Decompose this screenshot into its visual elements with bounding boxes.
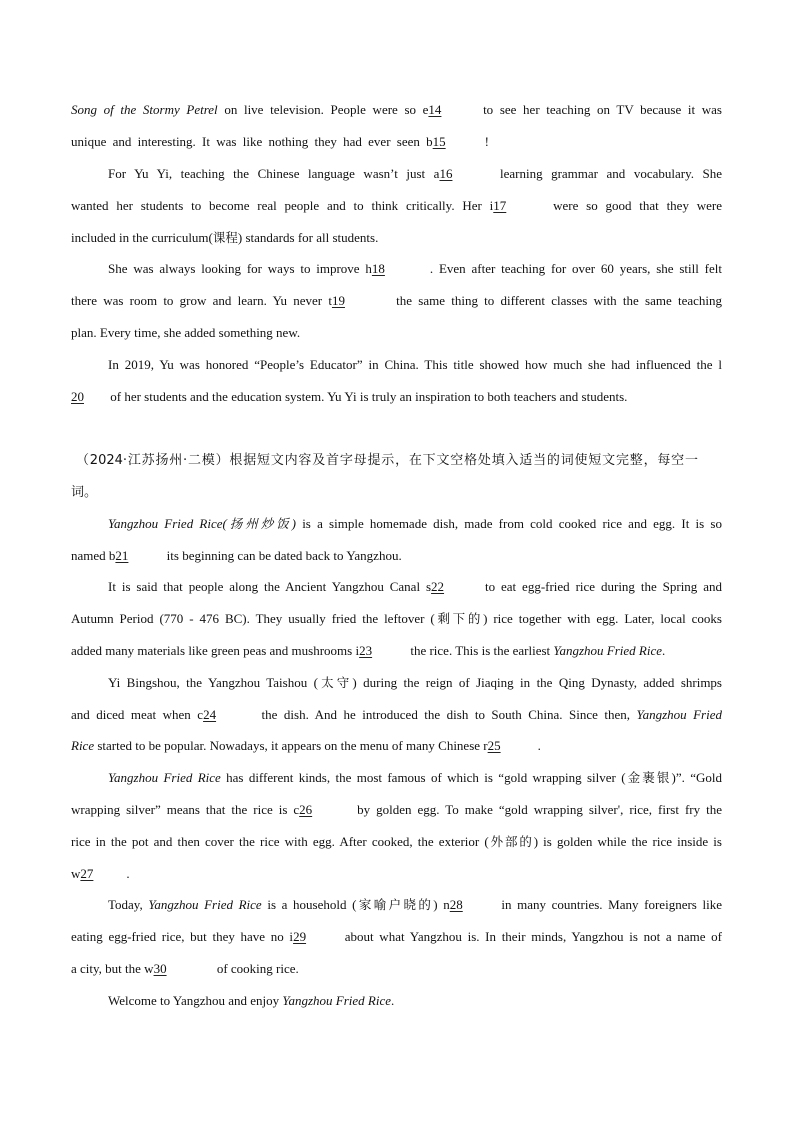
- chinese-gloss: 家喻户晓的: [356, 897, 434, 912]
- text: !: [484, 134, 489, 149]
- text-line: [108, 673, 722, 693]
- text: For Yu Yi, teaching the Chinese language wasn’t just a: [108, 166, 440, 181]
- blank-15[interactable]: 15: [432, 134, 446, 149]
- italic-title: Yangzhou Fried Rice: [108, 770, 221, 785]
- text-line: [108, 355, 722, 375]
- chinese-gloss: 外部的: [488, 834, 534, 849]
- blank-23[interactable]: 23: [359, 643, 373, 658]
- text: .: [391, 993, 395, 1008]
- text-line: [71, 927, 722, 947]
- text: a city, but the w: [71, 961, 154, 976]
- text-line: [71, 609, 722, 629]
- italic-title: Yangzhou Fried Rice: [148, 897, 262, 912]
- italic-title: Yangzhou Fried Rice: [553, 643, 662, 658]
- text-line: [71, 132, 489, 152]
- text-line: [71, 959, 722, 979]
- blank-24[interactable]: 24: [203, 707, 217, 722]
- chinese-gloss: 太守: [317, 675, 353, 690]
- italic-title: Yangzhou Fried: [636, 707, 722, 722]
- text-line: [108, 768, 722, 788]
- text: were so good that they were: [545, 198, 723, 213]
- text-line: [108, 991, 722, 1011]
- chinese-gloss: 剩下的: [434, 611, 484, 626]
- italic-title: Yangzhou Fried Rice: [282, 993, 391, 1008]
- italic-title: Song of the Stormy Petrel: [71, 102, 218, 117]
- text-line: [108, 164, 722, 184]
- blank-17[interactable]: 17: [493, 198, 507, 213]
- text-line: [71, 864, 722, 884]
- text: is a household (: [261, 897, 357, 912]
- text: added many materials like green peas and mushrooms i: [71, 643, 360, 658]
- blank-14[interactable]: 14: [428, 102, 442, 117]
- text: the rice. This is the earliest: [407, 643, 554, 658]
- text-line: [71, 291, 722, 311]
- text: She was always looking for ways to improve h: [108, 261, 372, 276]
- instruction-header-cont: 词。: [71, 485, 98, 500]
- text-line: [71, 196, 722, 216]
- text-line: [71, 800, 722, 820]
- text: included in the curriculum(: [71, 230, 213, 245]
- blank-21[interactable]: 21: [115, 548, 129, 563]
- text-line: [71, 546, 722, 566]
- text-line: [71, 736, 722, 756]
- text: )”. “Gold: [671, 770, 722, 785]
- chinese-gloss: 扬州炒饭: [226, 516, 292, 531]
- text: It is said that people along the Ancient Yangzhou Canal s: [108, 579, 432, 594]
- text: of her students and the education system. Yu Yi is truly an inspiration to both teachers and students.: [107, 389, 628, 404]
- text: and diced meat when c: [71, 707, 204, 722]
- text: about what Yangzhou is. In their minds, Yangzhou is not a name of: [339, 929, 722, 944]
- text-line: [108, 895, 722, 915]
- blank-30[interactable]: 30: [153, 961, 167, 976]
- text: by golden egg. To make “gold wrapping silver', rice, first fry the: [351, 802, 722, 817]
- text: Welcome to Yangzhou and enjoy: [108, 993, 283, 1008]
- text: ) rice together with egg. Later, local cooks: [483, 611, 722, 626]
- text: on live television. People were so e: [217, 102, 429, 117]
- text-line: [71, 705, 722, 725]
- text: plan. Every time, she added something new.: [71, 325, 301, 340]
- text-line: [71, 641, 722, 661]
- text-line: [108, 259, 722, 279]
- text: .: [537, 738, 541, 753]
- text: wanted her students to become real people and to think critically. Her i: [71, 198, 494, 213]
- text: the same thing to different classes with the same teaching: [389, 293, 722, 308]
- chinese-gloss: 课程: [212, 230, 238, 245]
- text: in many countries. Many foreigners like: [495, 897, 722, 912]
- text: Yi Bingshou, the Yangzhou Taishou (: [108, 675, 318, 690]
- text: the dish. And he introduced the dish to South China. Since then,: [255, 707, 637, 722]
- text: . Even after teaching for over 60 years, she still felt: [429, 261, 722, 276]
- text: is a simple homemade dish, made from cold cooked rice and egg. It is so: [295, 516, 722, 531]
- text: Today,: [108, 897, 149, 912]
- text: its beginning can be dated back to Yangzhou.: [163, 548, 402, 563]
- text: has different kinds, the most famous of which is “gold wrapping silver (: [220, 770, 626, 785]
- blank-18[interactable]: 18: [371, 261, 385, 276]
- text-line: [71, 228, 722, 248]
- italic-title: Rice: [71, 738, 95, 753]
- text: to eat egg-fried rice during the Spring and: [479, 579, 722, 594]
- blank-20[interactable]: 20: [71, 389, 84, 404]
- text-line: [71, 100, 722, 120]
- blank-16[interactable]: 16: [439, 166, 453, 181]
- text: In 2019, Yu was honored “People’s Educator” in China. This title showed how much she had influenced the l: [108, 357, 722, 372]
- text: of cooking rice.: [213, 961, 299, 976]
- chinese-gloss: 金裹银: [625, 770, 672, 785]
- text: wrapping silver” means that the rice is c: [71, 802, 300, 817]
- text: w: [71, 866, 81, 881]
- text: started to be popular. Nowadays, it appears on the menu of many Chinese r: [94, 738, 488, 753]
- blank-29[interactable]: 29: [293, 929, 307, 944]
- text-line: [71, 387, 722, 407]
- blank-19[interactable]: 19: [331, 293, 345, 308]
- text: learning grammar and vocabulary. She: [491, 166, 722, 181]
- blank-26[interactable]: 26: [299, 802, 313, 817]
- text-line: [108, 514, 722, 534]
- text: ) standards for all students.: [237, 230, 379, 245]
- text: eating egg-fried rice, but they have no i: [71, 929, 294, 944]
- blank-27[interactable]: 27: [80, 866, 94, 881]
- text: Autumn Period (770 - 476 BC). They usually fried the leftover (: [71, 611, 435, 626]
- blank-22[interactable]: 22: [431, 579, 445, 594]
- text: unique and interesting. It was like nothing they had ever seen b: [71, 134, 433, 149]
- text-line: [71, 323, 722, 343]
- text: there was room to grow and learn. Yu never t: [71, 293, 332, 308]
- text: rice in the pot and then cover the rice with egg. After cooked, the exterior (: [71, 834, 489, 849]
- text-line: [71, 832, 722, 852]
- instruction-header: （2024·江苏扬州·二模）根据短文内容及首字母提示，在下文空格处填入适当的词使短文完整，每空一: [76, 453, 698, 468]
- italic-title: Yangzhou Fried Rice(: [108, 516, 227, 531]
- text: .: [662, 643, 666, 658]
- text: named b: [71, 548, 116, 563]
- text: .: [126, 866, 130, 881]
- blank-25[interactable]: 25: [487, 738, 501, 753]
- italic-text: ): [291, 516, 296, 531]
- text-line: [108, 577, 722, 597]
- text: ) during the reign of Jiaqing in the Qing Dynasty, added shrimps: [352, 675, 722, 690]
- text: ) n: [433, 897, 450, 912]
- blank-28[interactable]: 28: [449, 897, 463, 912]
- text: to see her teaching on TV because it was: [476, 102, 722, 117]
- text: ) is golden while the rice inside is: [533, 834, 722, 849]
